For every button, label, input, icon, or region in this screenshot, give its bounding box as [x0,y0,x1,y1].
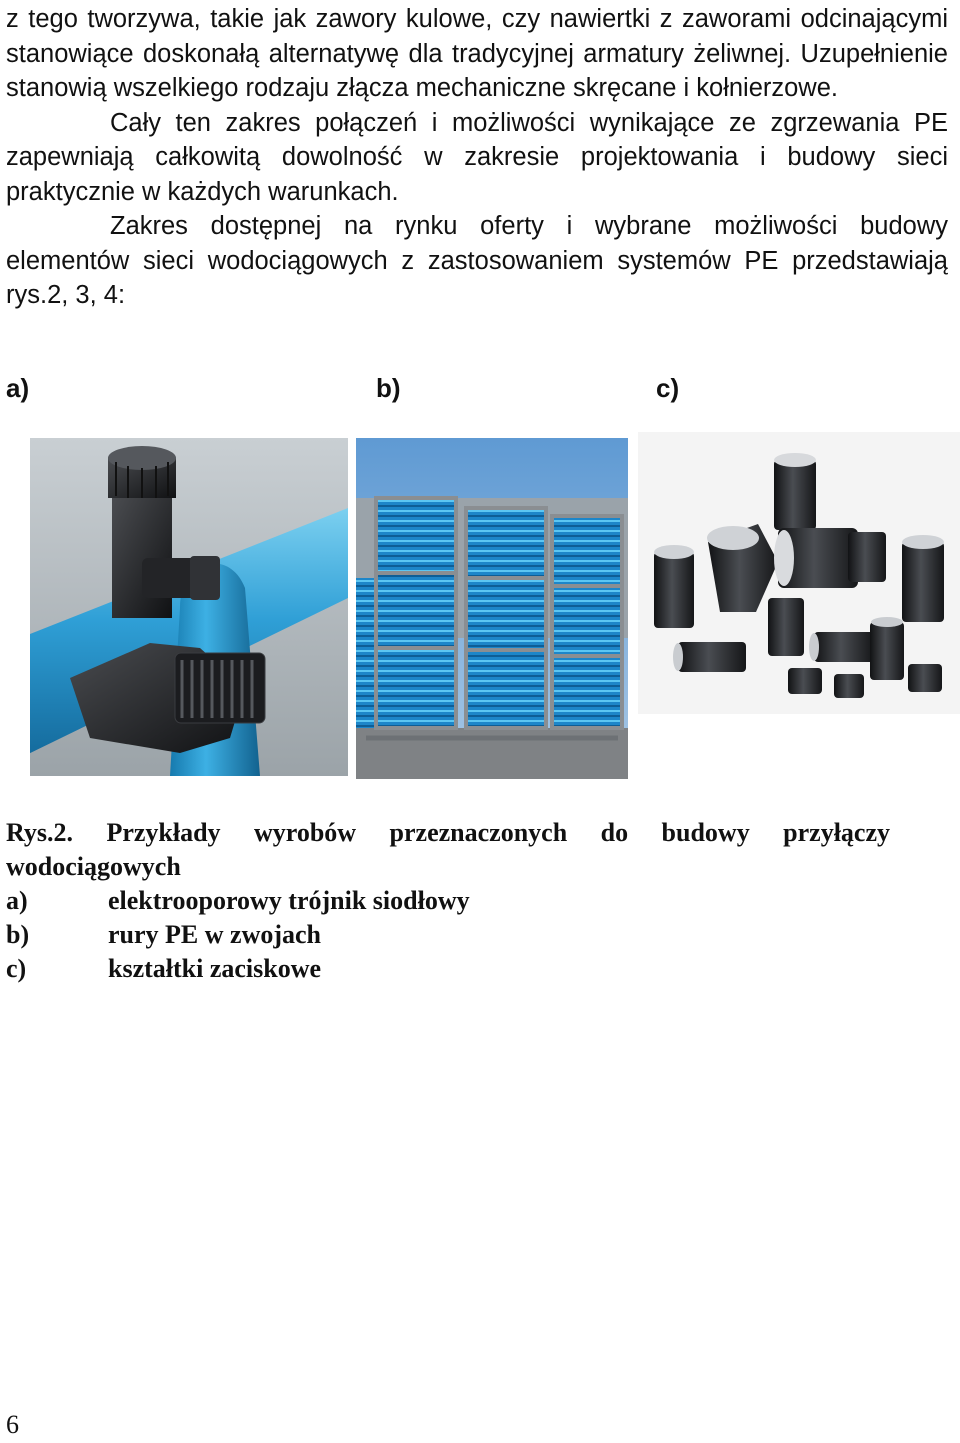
paragraph-1: z tego tworzywa, takie jak zawory kulowe, czy nawiertki z zaworami odcinającymi stanowiące doskonałą alternatywę dla tradycyjnej armatury żeliwnej. Uzupełnienie stanowią wszelkiego rodzaju złącza mechaniczne skręcane i kołnierzowe. [6,5,948,102]
caption-title: Rys.2. Przykłady wyrobów przeznaczonych do budowy przyłączy [6,818,890,847]
caption-title-cont: wodociągowych [6,852,181,881]
page-number: 6 [6,1410,19,1439]
caption-item-text: elektrooporowy trójnik siodłowy [108,886,470,915]
pipe-coils-illustration [356,438,628,779]
paragraph-3: Zakres dostępnej na rynku oferty i wybrane możliwości budowy elementów sieci wodociągowych z zastosowaniem systemów PE przedstawiają rys.2, 3, 4: [6,212,948,309]
caption-item-text: kształtki zaciskowe [108,954,322,983]
figure-label-b: b) [376,373,401,403]
figure-label-a: a) [6,373,30,403]
photo-compression-fittings [638,432,960,714]
caption-item-key: c) [6,954,27,983]
caption-item-b [6,918,890,952]
caption-item-text: rury PE w zwojach [108,920,322,949]
caption-item-c [6,952,890,986]
paragraph-2: Cały ten zakres połączeń i możliwości wynikające ze zgrzewania PE zapewniają całkowitą dowolność w zakresie projektowania i budowy sieci praktycznie w każdych warunkach. [6,108,948,206]
caption-item-a [6,884,890,918]
saddle-tee-illustration [30,438,348,776]
photo-pipe-coils [356,438,628,779]
photo-saddle-tee [30,438,348,776]
compression-fittings-illustration [638,432,960,714]
caption-item-key: a) [6,886,28,915]
coil-stack [356,498,622,728]
caption-item-key: b) [6,920,30,949]
figure-label-c: c) [656,373,680,403]
body-text [6,2,948,313]
figure-caption [6,816,890,986]
